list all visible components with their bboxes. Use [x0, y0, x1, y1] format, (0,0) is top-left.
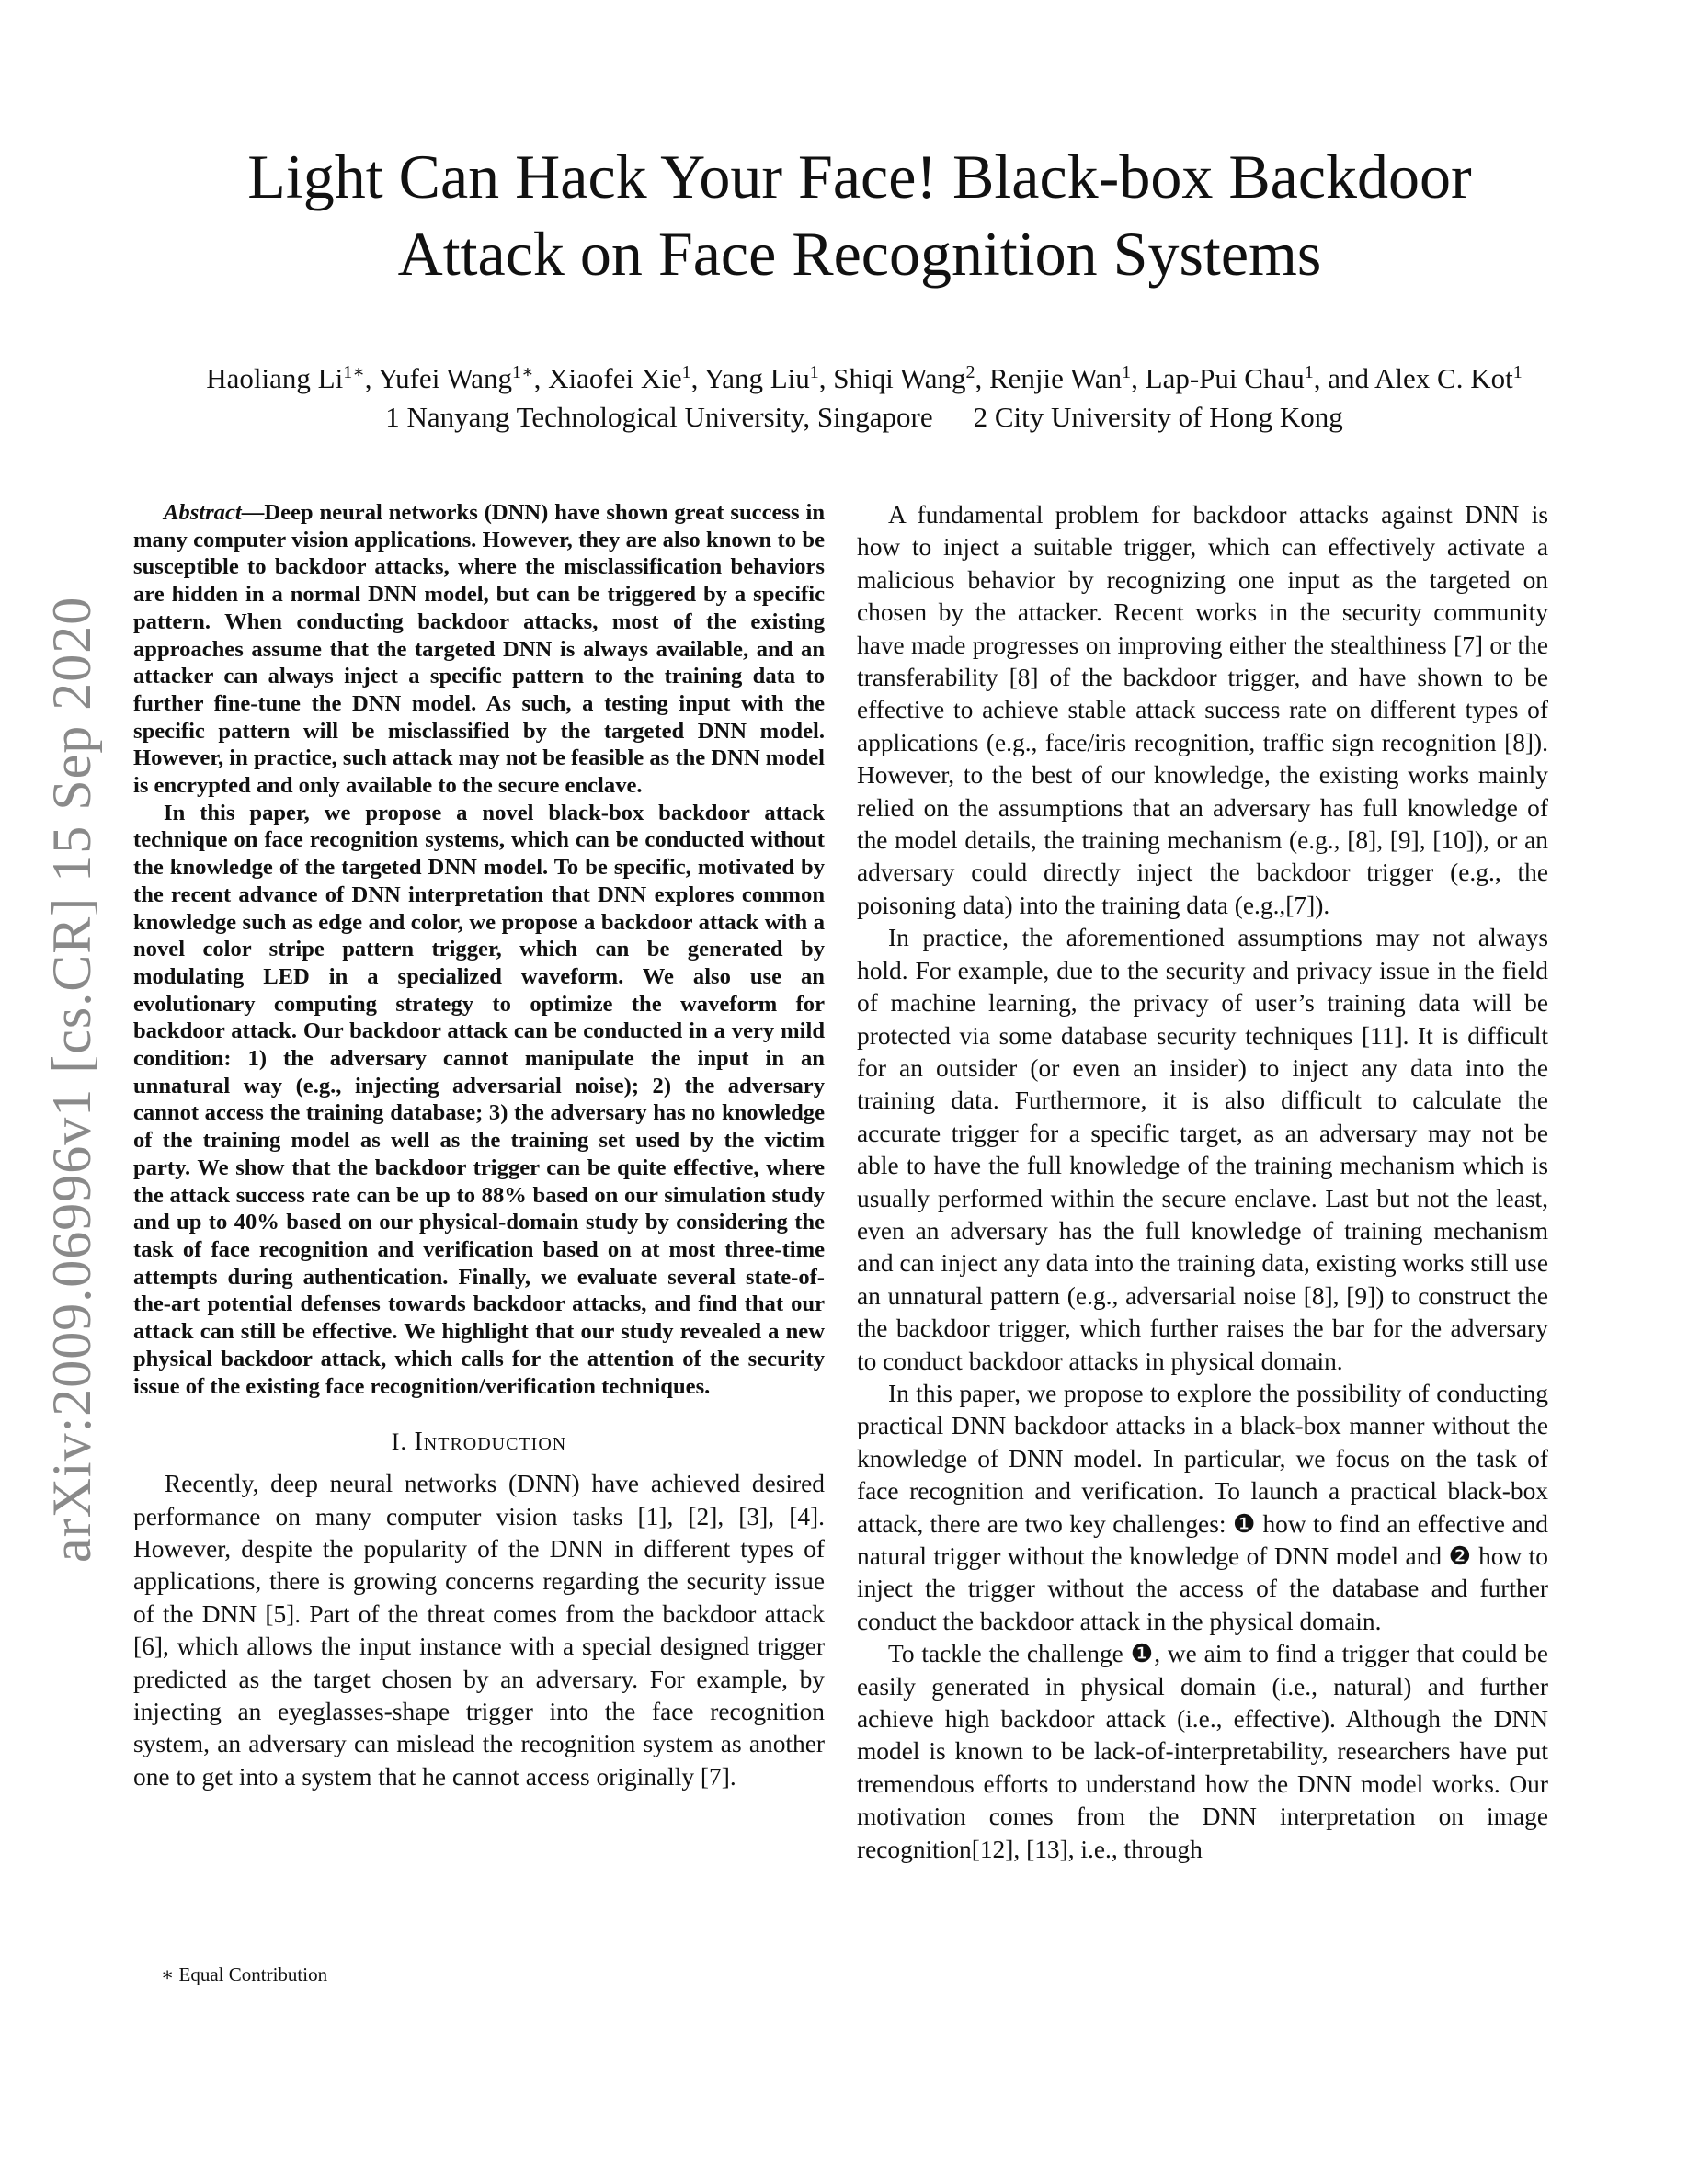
author-affil-mark: 1 [1122, 362, 1132, 382]
author-sep: , [1131, 362, 1146, 394]
author [206, 362, 378, 394]
author-sep: , [818, 362, 834, 394]
author-sep: , [364, 362, 379, 394]
footnote-equal-contribution: ∗ Equal Contribution [161, 1963, 328, 1985]
author-name: Renjie Wan [989, 362, 1123, 394]
section-number: I. [391, 1428, 407, 1456]
author [1374, 362, 1523, 394]
abstract-text-1: —Deep neural networks (DNN) have shown great success in many computer vision applications. However, they are also known to be susceptible to backdoor attacks, where the misclassification behaviors are hidden in a normal DNN model, but can be triggered by a specific pattern. When conducting backdoor attacks, most of the existing approaches assume that the targeted DNN is always available, and an attacker can always inject a specific pattern to the training data to further fine-tune the DNN model. As such, a testing input with the specific pattern will be misclassified by the targeted DNN model. However, in practice, such attack may not be feasible as the DNN model is encrypted and only available to the secure enclave. [133, 500, 825, 799]
author-sep: , [975, 362, 989, 394]
author-name: Shiqi Wang [833, 362, 966, 394]
author-name: Yang Liu [703, 362, 810, 394]
affiliation-2: 2 City University of Hong Kong [973, 401, 1343, 433]
title-line-2: Attack on Face Recognition Systems [397, 219, 1322, 289]
introduction-body [133, 1468, 825, 1793]
abstract-label: Abstract [164, 500, 242, 525]
author-affil-mark: 1∗ [512, 362, 534, 382]
author-affil-mark: 1∗ [343, 362, 365, 382]
author [548, 362, 704, 394]
affiliations [129, 401, 1600, 434]
author [1146, 362, 1374, 394]
author-list [129, 360, 1600, 397]
author-name: Lap-Pui Chau [1145, 362, 1305, 394]
author-sep: , [533, 362, 549, 394]
author [989, 362, 1146, 394]
author-name: Xiaofei Xie [548, 362, 682, 394]
author-affil-mark: 1 [809, 362, 819, 382]
author-name: Alex C. Kot [1374, 362, 1513, 394]
right-paragraph-3: In this paper, we propose to explore the possibility of conducting practical DNN backdoor attacks in a black-box manner without the knowledge of DNN model. In particular, we focus on the task of face recognition and verification. To launch a practical black-box attack, there are two key challenges: ❶ how to find an effective and natural trigger without the knowledge of DNN model and ❷ how to inject the trigger without the access of the database and further conduct the backdoor attack in the physical domain. [857, 1379, 1548, 1635]
author [378, 362, 548, 394]
right-paragraph-4: To tackle the challenge ❶, we aim to find a trigger that could be easily generated in physical domain (i.e., natural) and further achieve high backdoor attack (i.e., effective). Although the DNN model is known to be lack-of-interpretability, researchers have put tremendous efforts to understand how the DNN model works. Our motivation comes from the DNN interpretation on image recognition[12], [13], i.e., through [857, 1640, 1548, 1863]
author [833, 362, 989, 394]
author-name: Yufei Wang [378, 362, 513, 394]
title-line-1: Light Can Hack Your Face! Black-box Backdoor [247, 142, 1472, 211]
left-column [133, 499, 825, 1793]
right-paragraph-1: A fundamental problem for backdoor attacks against DNN is how to inject a suitable trigger, which can effectively activate a malicious behavior by recognizing one input as the targeted on chosen by the attacker. Recent works in the security community have made progresses on improving either the stealthiness [7] or the transferability [8] of the backdoor trigger, and have shown to be effective to achieve stable attack success rate on different types of applications (e.g., face/iris recognition, traffic sign recognition [8]). However, to the best of our knowledge, the existing works mainly relied on the assumptions that an adversary has full knowledge of the model details, the training mechanism (e.g., [8], [9], [10]), or an adversary could directly inject the backdoor trigger (e.g., the poisoning data) into the training data (e.g.,[7]). [857, 501, 1548, 919]
author-affil-mark: 2 [965, 362, 975, 382]
arxiv-identifier: arXiv:2009.06996v1 [cs.CR] 15 Sep 2020 [41, 596, 102, 1563]
author-affil-mark: 1 [681, 362, 691, 382]
author-affil-mark: 1 [1304, 362, 1314, 382]
right-column [857, 499, 1548, 1866]
paper-title [129, 138, 1591, 292]
abstract-paragraph-1 [133, 499, 825, 800]
abstract-paragraph-2: In this paper, we propose a novel black-box backdoor attack technique on face recognition systems, which can be conducted without the knowledge of the targeted DNN model. To be specific, motivated by the recent advance of DNN interpretation that DNN explores common knowledge such as edge and color, we propose a backdoor attack with a novel color stripe pattern trigger, which can be generated by modulating LED in a specialized waveform. We also use an evolutionary computing strategy to optimize the waveform for backdoor attack. Our backdoor attack can be conducted in a very mild condition: 1) the adversary cannot manipulate the input in an unnatural way (e.g., injecting adversarial noise); 2) the adversary cannot access the training database; 3) the adversary has no knowledge of the training model as well as the training set used by the victim party. We show that the backdoor trigger can be quite effective, where the attack success rate can be up to 88% based on our simulation study and up to 40% based on our physical-domain study by considering the task of face recognition and verification based on at most three-time attempts during authentication. Finally, we evaluate several state-of-the-art potential defenses towards backdoor attacks, and find that our attack can still be effective. We highlight that our study revealed a new physical backdoor attack, which calls for the attention of the security issue of the existing face recognition/verification techniques. [133, 800, 825, 1399]
author-sep: , [690, 362, 704, 394]
section-title: Introduction [414, 1428, 567, 1457]
author [704, 362, 833, 394]
section-heading-introduction [133, 1428, 825, 1457]
abstract [133, 499, 825, 1400]
author-name: Haoliang Li [206, 362, 344, 394]
author-sep: , and [1313, 362, 1375, 394]
author-affil-mark: 1 [1512, 362, 1523, 382]
right-paragraph-2: In practice, the aforementioned assumptions may not always hold. For example, due to the security and privacy issue in the field of machine learning, the privacy of user’s training data will be protected via some database security techniques [11]. It is difficult for an outsider (or even an insider) to inject any data into the training data. Furthermore, it is also difficult to calculate the accurate trigger for a specific target, as an adversary may not be able to have the full knowledge of the training mechanism which is usually performed within the secure enclave. Last but not the least, even an adversary has the full knowledge of training mechanism and can inject any data into the training data, existing works still use an unnatural pattern (e.g., adversarial noise [8], [9]) to construct the the backdoor trigger, which further raises the bar for the adversary to conduct backdoor attacks in physical domain. [857, 924, 1548, 1375]
affiliation-1: 1 Nanyang Technological University, Singapore [385, 401, 933, 433]
intro-paragraph-1: Recently, deep neural networks (DNN) have achieved desired performance on many computer vision tasks [1], [2], [3], [4]. However, despite the popularity of the DNN in different types of applications, there is growing concerns regarding the security issue of the DNN [5]. Part of the threat comes from the backdoor attack [6], which allows the input instance with a special designed trigger predicted as the target chosen by an adversary. For example, by injecting an eyeglasses-shape trigger into the face recognition system, an adversary can mislead the recognition system as another one to get into a system that he cannot access originally [7]. [133, 1470, 825, 1791]
